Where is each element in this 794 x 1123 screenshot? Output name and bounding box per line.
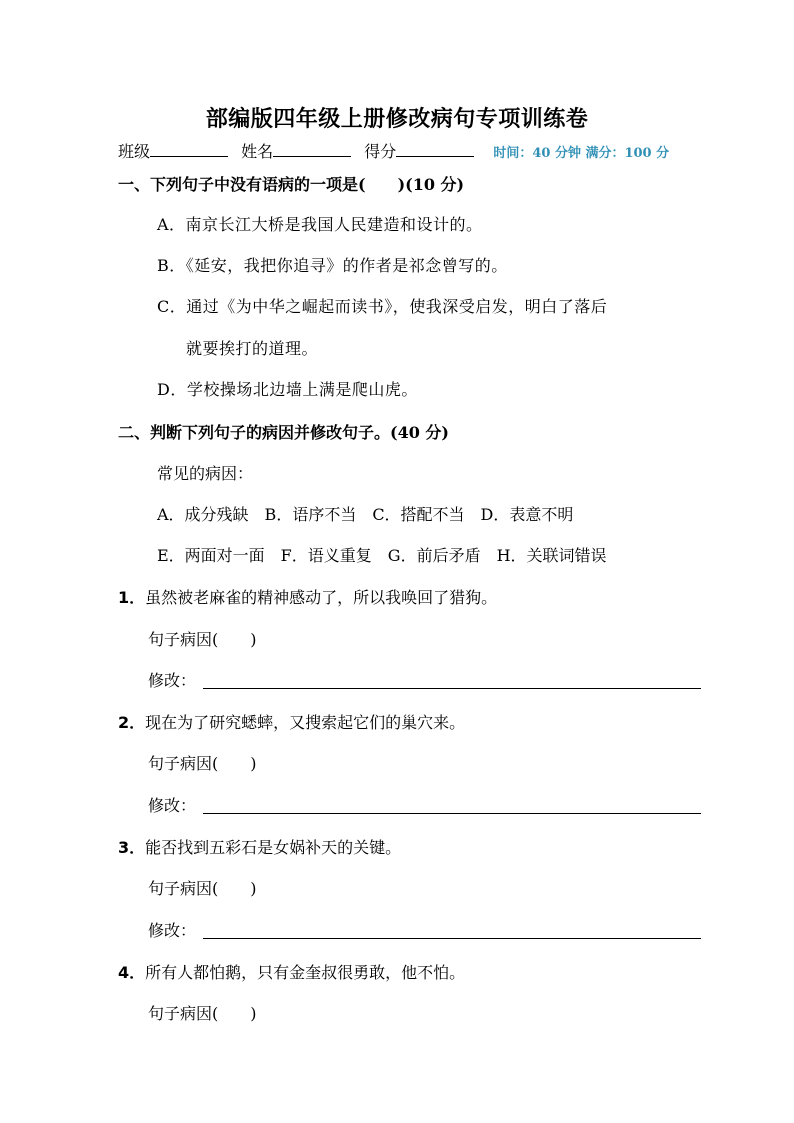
class-blank[interactable]: [150, 140, 228, 157]
question-3: [118, 835, 401, 858]
causes-row-1: A．成分残缺 B．语序不当 C．搭配不当 D．表意不明: [157, 505, 574, 524]
cause-answer-4[interactable]: 句子病因( ): [148, 1004, 257, 1023]
time-limit: 时间：40 分钟 满分：100 分: [493, 146, 670, 161]
name-blank[interactable]: [273, 140, 351, 157]
section1-heading: 一、下列句子中没有语病的一项是( )(10 分): [118, 175, 465, 194]
score-label: 得分: [364, 142, 397, 161]
option-b: B．《延安，我把你追寻》的作者是祁念曾写的。: [157, 256, 508, 275]
causes-row-2: E．两面对一面 F．语义重复 G．前后矛盾 H．关联词错误: [157, 546, 607, 565]
question-1: [118, 585, 497, 608]
question-number: 4．: [118, 963, 146, 982]
question-2: [118, 710, 465, 733]
option-d: D．学校操场北边墙上满是爬山虎。: [157, 380, 418, 399]
fix-label-2: 修改：: [148, 796, 197, 815]
question-number: 2．: [118, 713, 146, 732]
fix-answer-line-1[interactable]: [203, 687, 701, 689]
fix-label-1: 修改：: [148, 671, 197, 690]
info-line: [118, 139, 669, 162]
page-title: 部编版四年级上册修改病句专项训练卷: [205, 107, 589, 132]
question-number: 3．: [118, 838, 146, 857]
option-a: A．南京长江大桥是我国人民建造和设计的。: [157, 215, 483, 234]
common-causes-label: 常见的病因：: [157, 464, 254, 483]
question-text: 虽然被老麻雀的精神感动了，所以我唤回了猎狗。: [145, 588, 498, 607]
question-number: 1．: [118, 588, 146, 607]
class-label: 班级: [118, 142, 151, 161]
option-c-continued: 就要挨打的道理。: [186, 339, 319, 358]
cause-answer-2[interactable]: 句子病因( ): [148, 754, 257, 773]
question-4: [118, 960, 465, 983]
cause-answer-3[interactable]: 句子病因( ): [148, 879, 257, 898]
fix-label-3: 修改：: [148, 921, 197, 940]
option-c: C．通过《为中华之崛起而读书》，使我深受启发，明白了落后: [157, 297, 608, 316]
score-blank[interactable]: [396, 140, 474, 157]
question-text: 能否找到五彩石是女娲补天的关键。: [145, 838, 402, 857]
question-text: 现在为了研究蟋蟀，又搜索起它们的巢穴来。: [145, 713, 466, 732]
fix-answer-line-3[interactable]: [203, 937, 701, 939]
cause-answer-1[interactable]: 句子病因( ): [148, 630, 257, 649]
question-text: 所有人都怕鹅，只有金奎叔很勇敢，他不怕。: [145, 963, 466, 982]
name-label: 姓名: [241, 142, 274, 161]
section2-heading: 二、判断下列句子的病因并修改句子。(40 分): [118, 423, 449, 442]
fix-answer-line-2[interactable]: [203, 812, 701, 814]
